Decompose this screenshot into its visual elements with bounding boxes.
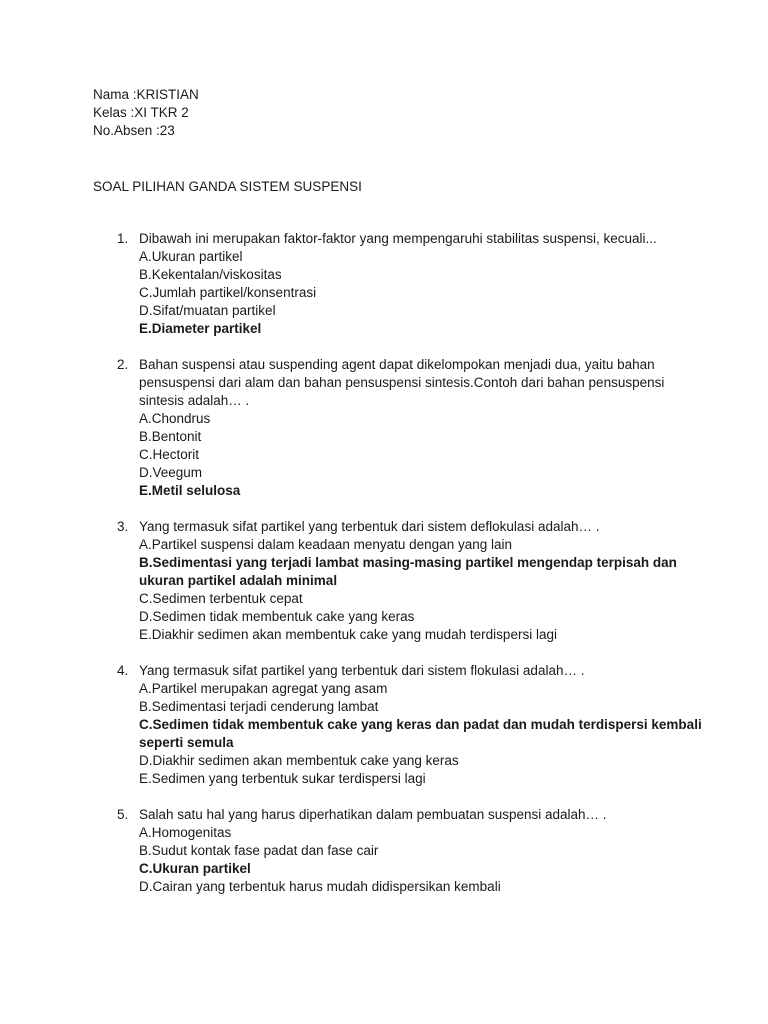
question-number: 2. (117, 357, 129, 372)
answer-option: E.Sedimen yang terbentuk sukar terdispersi lagi (139, 771, 426, 786)
answer-option: D.Diakhir sedimen akan membentuk cake yang keras (139, 753, 459, 768)
question-text: Dibawah ini merupakan faktor-faktor yang mempengaruhi stabilitas suspensi, kecuali... (139, 231, 657, 246)
student-name: Nama :KRISTIAN (93, 87, 199, 102)
question-number: 4. (117, 663, 129, 678)
question-text: Salah satu hal yang harus diperhatikan dalam pembuatan suspensi adalah… . (139, 807, 607, 822)
question-list (93, 230, 713, 896)
question-text: Yang termasuk sifat partikel yang terbentuk dari sistem deflokulasi adalah… . (139, 519, 600, 534)
answer-option: D.Sifat/muatan partikel (139, 303, 276, 318)
answer-option: A.Ukuran partikel (139, 249, 243, 264)
question-item (93, 356, 713, 500)
question-number: 3. (117, 519, 129, 534)
question-item (93, 518, 713, 644)
question-item (93, 230, 713, 338)
answer-option: D.Cairan yang terbentuk harus mudah didispersikan kembali (139, 879, 501, 894)
question-item (93, 806, 713, 896)
student-class: Kelas :XI TKR 2 (93, 105, 189, 120)
answer-option: D.Veegum (139, 465, 203, 480)
question-item (93, 662, 713, 788)
document-title: SOAL PILIHAN GANDA SISTEM SUSPENSI (93, 179, 362, 194)
answer-option: B.Kekentalan/viskositas (139, 267, 282, 282)
answer-option-correct: E.Metil selulosa (139, 483, 241, 498)
answer-option: A.Chondrus (139, 411, 211, 426)
answer-option: A.Homogenitas (139, 825, 232, 840)
answer-option: C.Hectorit (139, 447, 200, 462)
document-page (93, 86, 713, 914)
answer-option-correct: E.Diameter partikel (139, 321, 262, 336)
answer-option: C.Sedimen terbentuk cepat (139, 591, 303, 606)
question-number: 5. (117, 807, 129, 822)
question-number: 1. (117, 231, 129, 246)
answer-option: C.Jumlah partikel/konsentrasi (139, 285, 317, 300)
answer-option: A.Partikel merupakan agregat yang asam (139, 681, 388, 696)
answer-option: E.Diakhir sedimen akan membentuk cake yang mudah terdispersi lagi (139, 627, 557, 642)
question-text: Yang termasuk sifat partikel yang terbentuk dari sistem flokulasi adalah… . (139, 663, 585, 678)
answer-option: D.Sedimen tidak membentuk cake yang keras (139, 609, 415, 624)
student-absence-number: No.Absen :23 (93, 123, 175, 138)
answer-option: B.Bentonit (139, 429, 202, 444)
answer-option-correct: B.Sedimentasi yang terjadi lambat masing-masing partikel mengendap terpisah dan ukuran partikel adalah minimal (139, 555, 677, 588)
answer-option: B.Sedimentasi terjadi cenderung lambat (139, 699, 379, 714)
answer-option-correct: C.Sedimen tidak membentuk cake yang keras dan padat dan mudah terdispersi kembali seperti semula (139, 717, 702, 750)
question-text: Bahan suspensi atau suspending agent dapat dikelompokan menjadi dua, yaitu bahan pensuspensi dari alam dan bahan pensuspensi sintesis.Contoh dari bahan pensuspensi sintesis adalah… . (139, 357, 665, 408)
answer-option: A.Partikel suspensi dalam keadaan menyatu dengan yang lain (139, 537, 512, 552)
answer-option-correct: C.Ukuran partikel (139, 861, 251, 876)
answer-option: B.Sudut kontak fase padat dan fase cair (139, 843, 379, 858)
